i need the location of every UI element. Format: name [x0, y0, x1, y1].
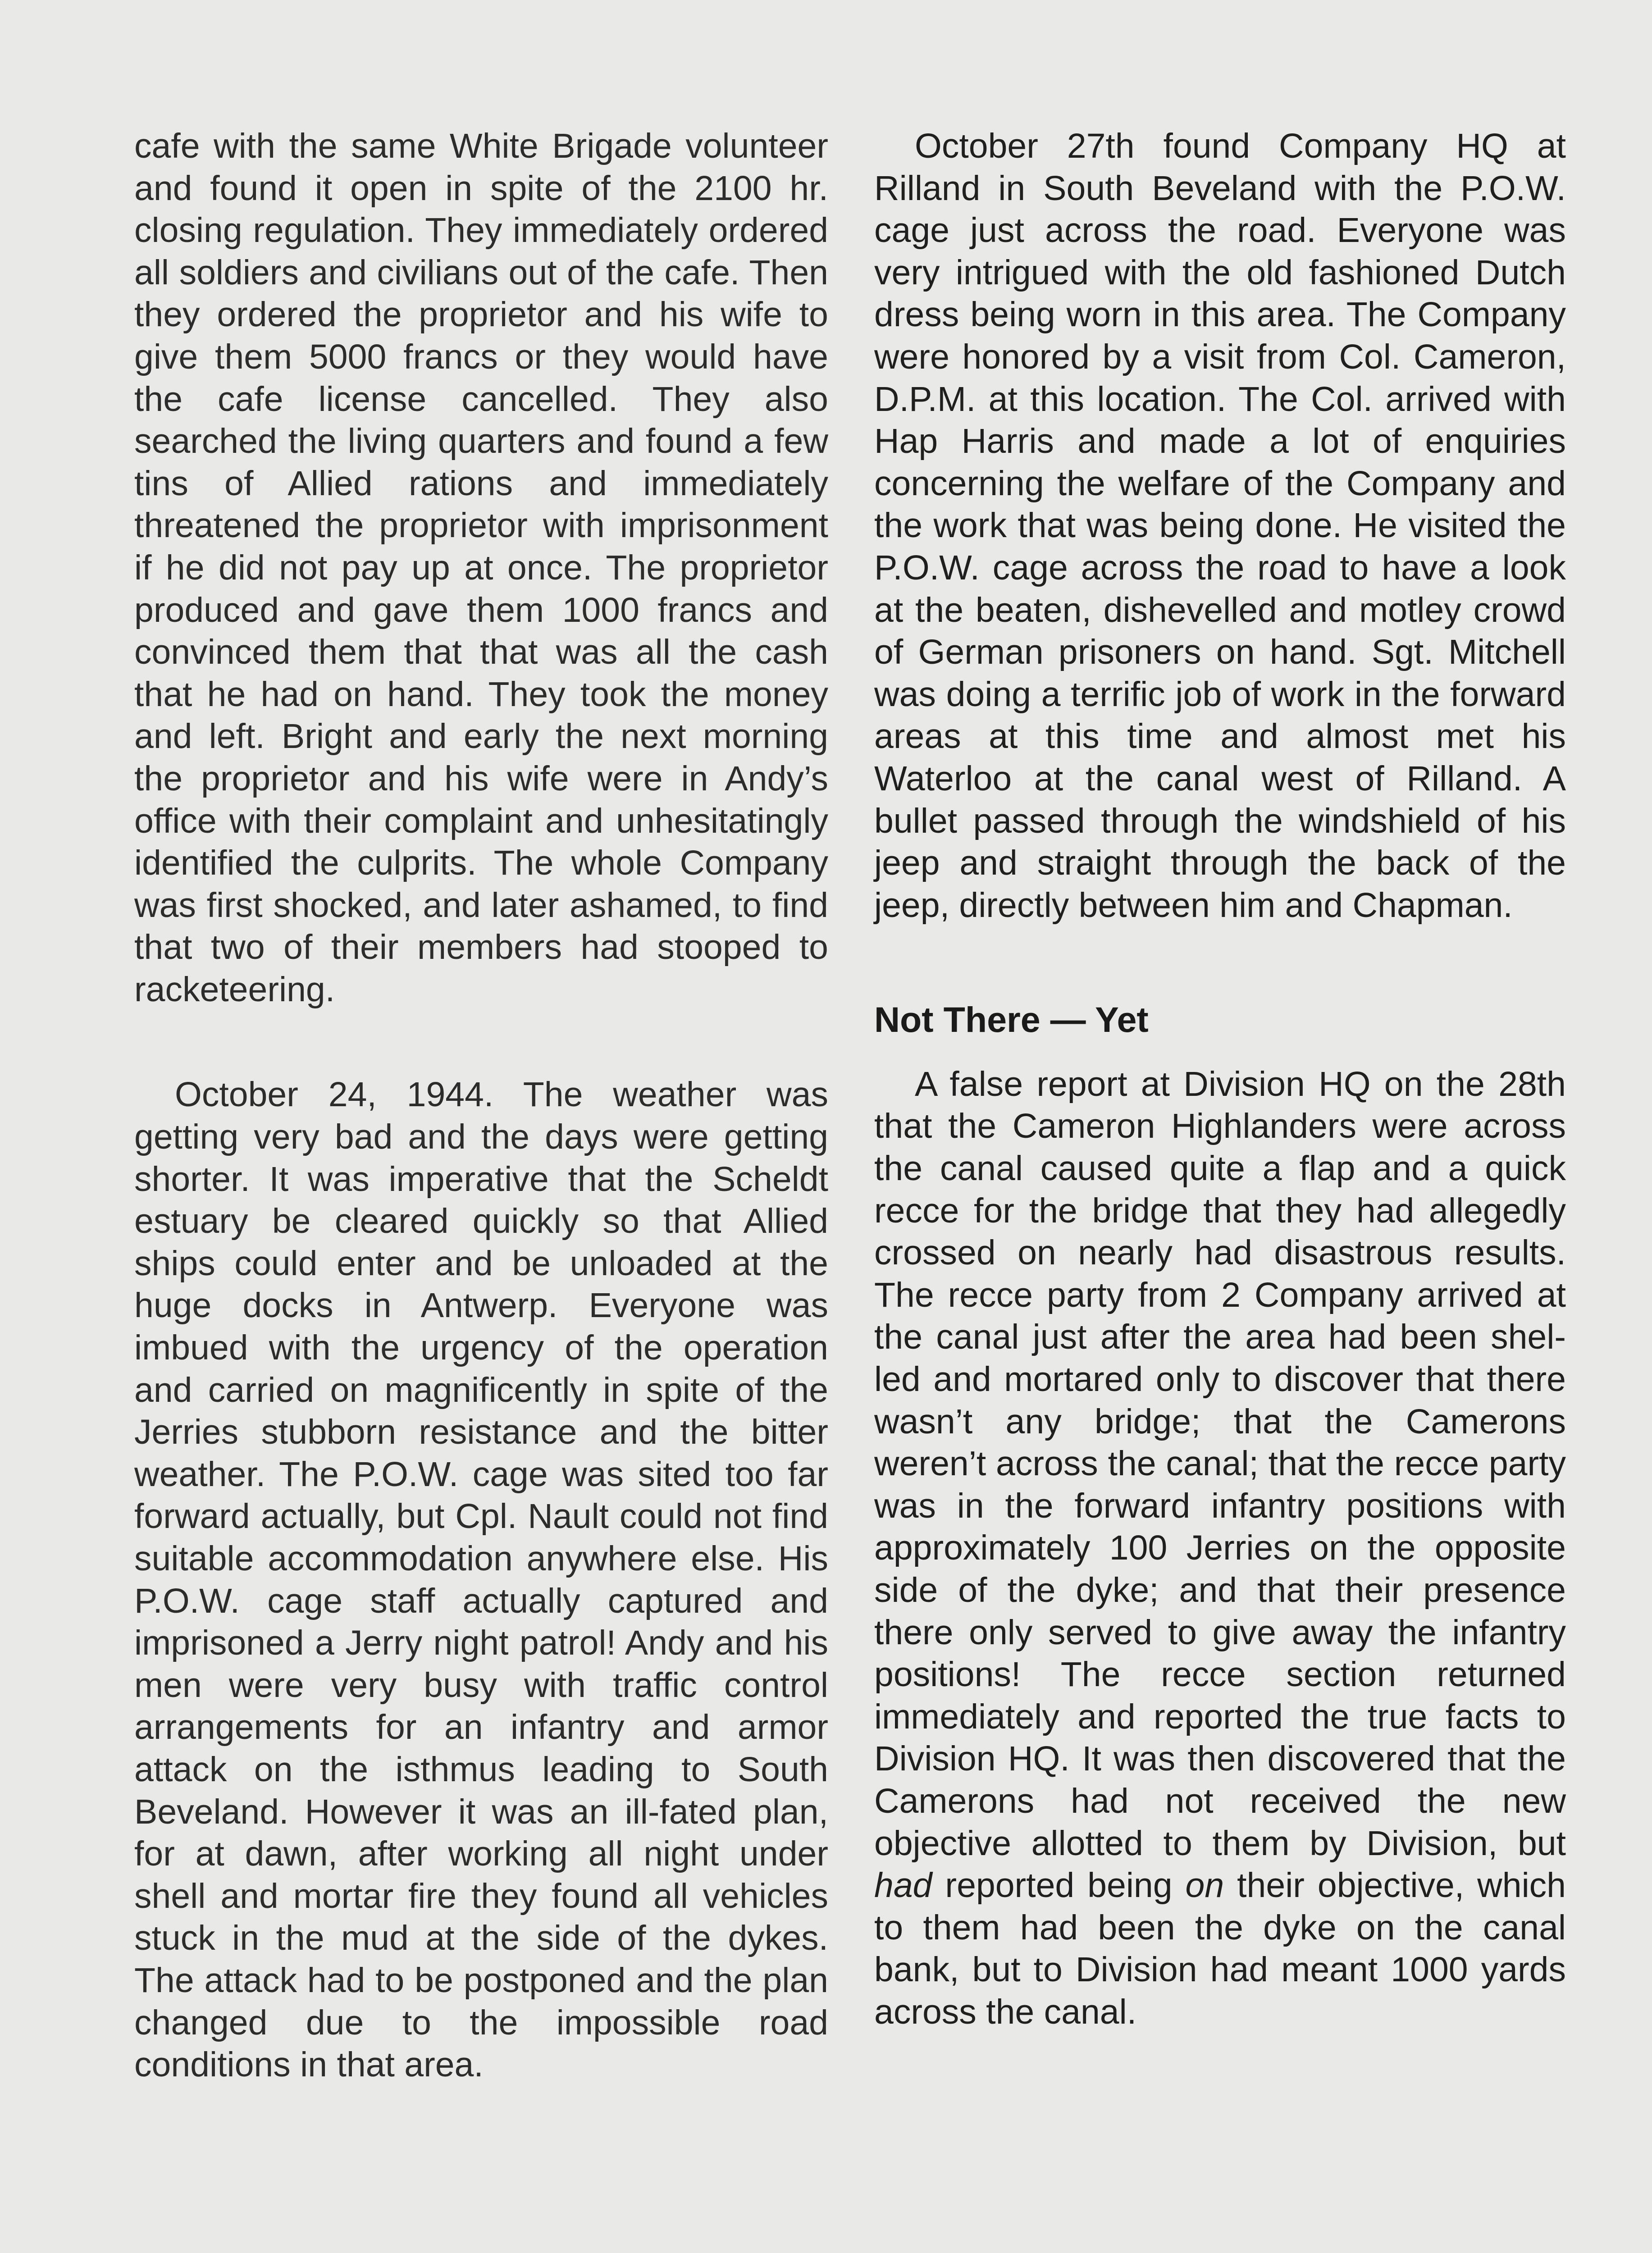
- left-paragraph-1: cafe with the same White Brigade volunteer and found it open in spite of the 2100 hr. closing regulation. They immediately ordered all soldiers and civilians out of the cafe. Then they ordered the proprietor and his wife to give them 5000 francs or they would have the cafe license cancelled. They also searched the living quarters and found a few tins of Allied rations and immediately threatened the proprietor with imprisonment if he did not pay up at once. The proprietor produced and gave them 1000 francs and convinced them that that was all the cash that he had on hand. They took the money and left. Bright and early the next morning the proprietor and his wife were in Andy’s office with their complaint and unhesitatingly identified the culprits. The whole Company was first shocked, and later ashamed, to find that two of their members had stooped to racketeering.: [134, 127, 828, 1009]
- right-column: [874, 125, 1566, 2034]
- left-column: [134, 125, 828, 2086]
- section-heading: Not There — Yet: [874, 999, 1149, 1040]
- right-paragraph-2: [874, 1063, 1566, 2034]
- italic-emphasis-had: had: [874, 1866, 932, 1905]
- right-paragraph-1: October 27th found Company HQ at Rilland in South Beveland with the P.O.W. cage just across the road. Everyone was very intrigued with the old fashioned Dutch dress being worn in this area. The Company were honored by a visit from Col. Cameron, D.P.M. at this location. The Col. arrived with Hap Harris and made a lot of enquiries concerning the welfare of the Company and the work that was being done. He visited the P.O.W. cage across the road to have a look at the beaten, dishevelled and motley crowd of German prisoners on hand. Sgt. Mitchell was doing a terrific job of work in the forward areas at this time and almost met his Waterloo at the canal west of Rilland. A bullet passed through the windshield of his jeep and straight through the back of the jeep, directly between him and Chapman.: [874, 127, 1566, 925]
- paragraph-text-segment: reported being: [932, 1866, 1186, 1905]
- left-paragraph-2: October 24, 1944. The weather was getting very bad and the days were getting shorter. It was imperative that the Scheldt estuary be cleared quickly so that Allied ships could enter and be unloaded at the huge docks in Antwerp. Everyone was imbued with the urgency of the operation and carried on magnificently in spite of the Jerries stubborn resistance and the bitter weather. The P.O.W. cage was sited too far forward actually, but Cpl. Nault could not find suitable accommodation anywhere else. His P.O.W. cage staff actually captured and imprisoned a Jerry night patrol! Andy and his men were very busy with traffic control arrangements for an infantry and armor attack on the isthmus leading to South Beveland. However it was an ill-fated plan, for at dawn, after working all night under shell and mortar fire they found all vehicles stuck in the mud at the side of the dykes. The attack had to be postponed and the plan changed due to the impossible road conditions in that area.: [134, 1075, 828, 2084]
- paragraph-text-segment: their objective, which to them had been the dyke on the canal bank, but to Division had meant 1000 yards across the canal.: [874, 1866, 1566, 2031]
- paragraph-text-segment: A false report at Division HQ on the 28th that the Cameron Highlanders were across the canal caused quite a flap and a quick recce for the bridge that they had allegedly crossed on nearly had disastrous results. The recce party from 2 Company arrived at the canal just after the area had been shelled and mortared only to discover that there wasn’t any bridge; that the Camerons weren’t across the canal; that the recce party was in the forward infantry positions with approximately 100 Jerries on the opposite side of the dyke; and that their presence there only served to give away the infantry positions! The recce section returned immediately and reported the true facts to Division HQ. It was then discovered that the Camerons had not received the new objective allotted to them by Division, but: [874, 1064, 1566, 1863]
- italic-emphasis-on: on: [1185, 1866, 1224, 1905]
